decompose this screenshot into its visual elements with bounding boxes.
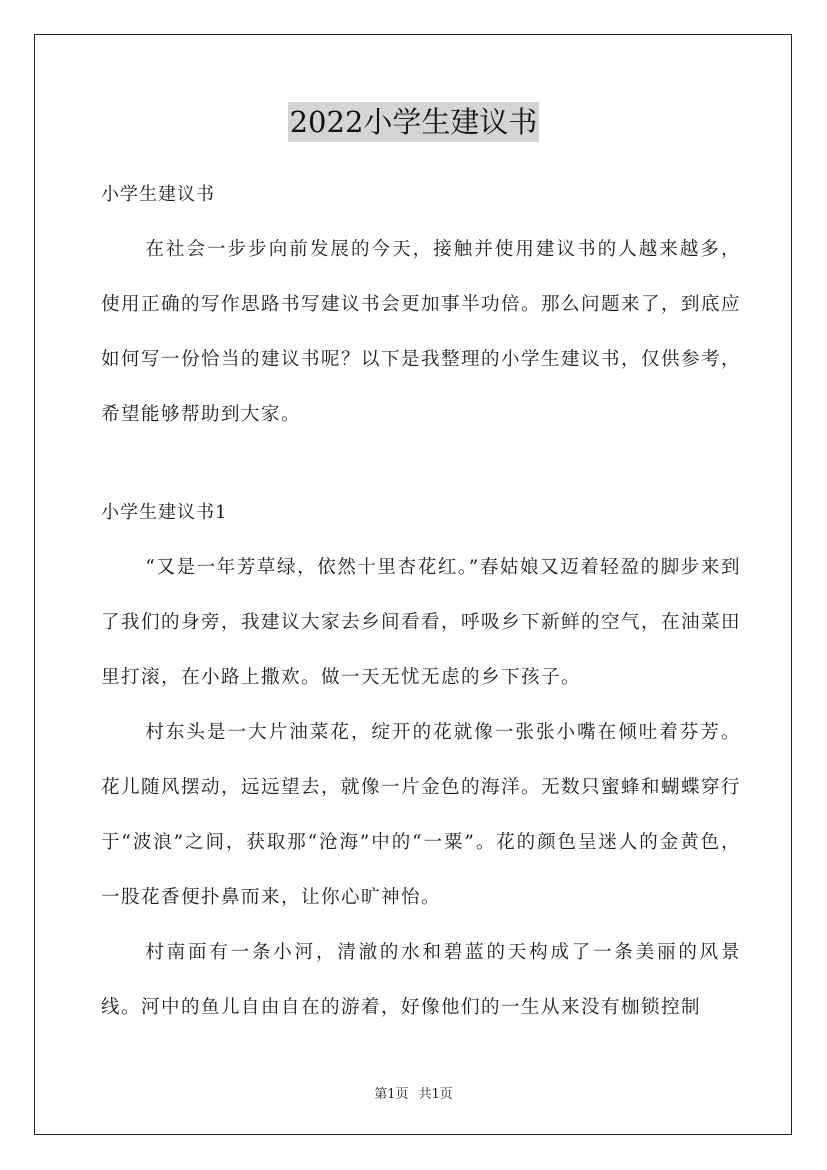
- intro-paragraph: 在社会一步步向前发展的今天，接触并使用建议书的人越来越多，使用正确的写作思路书写建议书会更加事半功倍。那么问题来了，到底应如何写一份恰当的建议书呢？以下是我整理的小学生建议书，仅供参考，希望能够帮助到大家。: [101, 239, 742, 425]
- section-gap: [101, 442, 741, 486]
- title-container: [0, 102, 827, 142]
- paragraph: “又是一年芳草绿，依然十里杏花红。”春姑娘又迈着轻盈的脚步来到了我们的身旁，我建议大家去乡间看看，呼吸乡下新鲜的空气，在油菜田里打滚，在小路上撒欢。做一天无忧无虑的乡下孩子。: [101, 557, 742, 688]
- page-number: 第1页: [374, 1087, 409, 1102]
- page-total: 共1页: [418, 1087, 453, 1102]
- paragraph: 村东头是一大片油菜花，绽开的花就像一张张小嘴在倾吐着芬芳。花儿随风摆动，远远望去，就像一片金色的海洋。无数只蜜蜂和蝴蝶穿行于“波浪”之间，获取那“沧海”中的“一粟”。花的颜色呈迷人的金黄色，一股花香便扑鼻而来，让你心旷神怡。: [101, 722, 742, 908]
- section-heading-intro: 小学生建议书: [101, 184, 215, 205]
- paragraph: 村南面有一条小河，清澈的水和碧蓝的天构成了一条美丽的风景线。河中的鱼儿自由自在的游着，好像他们的一生从来没有枷锁控制: [101, 942, 741, 1018]
- page-footer: [0, 1083, 827, 1102]
- document-body: [101, 168, 741, 1035]
- section-heading-1: 小学生建议书1: [101, 502, 228, 523]
- document-title: 2022小学生建议书: [288, 102, 540, 142]
